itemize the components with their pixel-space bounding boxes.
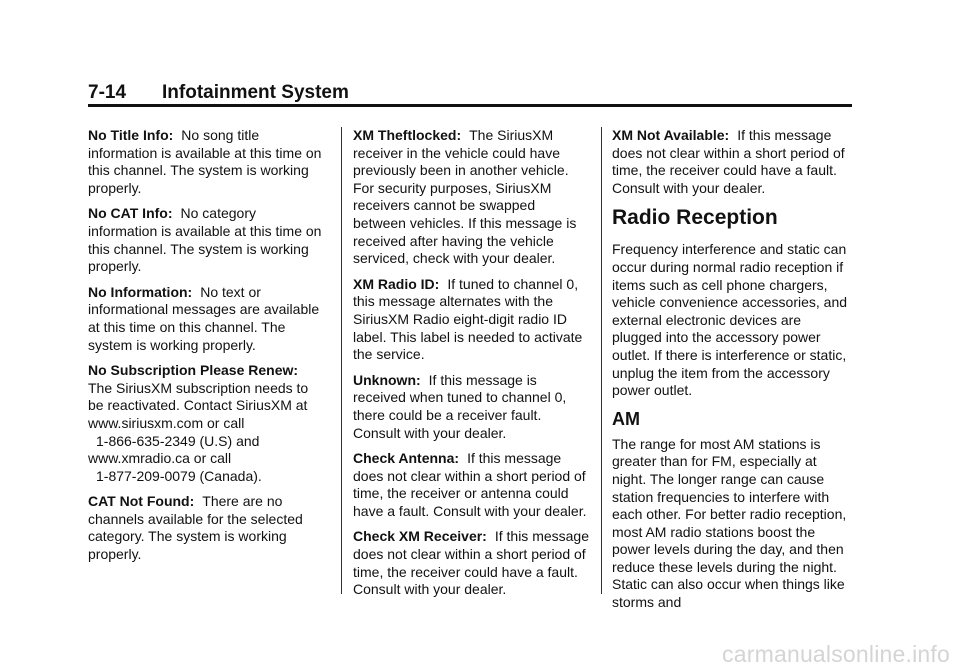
term-no-title-info: No Title Info: bbox=[88, 127, 174, 143]
term-xm-not-available: XM Not Available: bbox=[612, 127, 730, 143]
am-heading: AM bbox=[612, 408, 640, 429]
term-xm-radio-id: XM Radio ID: bbox=[353, 275, 440, 292]
term-cat-not-found: CAT Not Found: bbox=[88, 493, 195, 510]
term-check-xm-receiver: Check XM Receiver: bbox=[353, 528, 487, 545]
column-3 bbox=[612, 127, 852, 620]
text-xm-theftlocked: The SiriusXM receiver in the vehicle could have previously been in another vehicle. For security purposes, SiriusXM receivers cannot be swapped between vehicles. If this message is received after having the vehicle serviced, check with your dealer. bbox=[353, 127, 577, 267]
entry-no-information bbox=[88, 284, 328, 354]
watermark: carmanualsonline.info bbox=[722, 641, 950, 667]
section-title: Infotainment System bbox=[162, 82, 349, 103]
text-no-subscription-line-4: 1-866-635-2349 (U.S) and bbox=[96, 432, 260, 449]
entry-xm-radio-id bbox=[353, 276, 591, 364]
entry-no-title-info bbox=[88, 127, 328, 197]
column-divider-1 bbox=[341, 127, 342, 594]
text-no-subscription-line-3: www.siriusxm.com or call bbox=[88, 414, 245, 431]
text-no-subscription-line-6: 1-877-209-0079 (Canada). bbox=[96, 467, 262, 484]
term-no-information: No Information: bbox=[88, 283, 193, 300]
entry-check-xm-receiver bbox=[353, 528, 591, 598]
header-rule bbox=[88, 104, 852, 107]
term-no-subscription: No Subscription Please Renew: bbox=[88, 362, 299, 379]
text-check-xm-receiver: If this message does not clear within a short period of time, the receiver could have a fault. Consult with your dealer. bbox=[353, 528, 589, 598]
column-1 bbox=[88, 127, 328, 572]
term-check-antenna: Check Antenna: bbox=[353, 450, 460, 467]
text-no-cat-info: No category information is available at this time on this channel. The system is working properly. bbox=[88, 205, 322, 275]
text-no-subscription-line-1: The SiriusXM subscription needs to bbox=[88, 379, 309, 396]
entry-no-subscription bbox=[88, 362, 328, 485]
entry-check-antenna bbox=[353, 450, 591, 520]
term-unknown: Unknown: bbox=[353, 371, 421, 388]
column-2 bbox=[353, 127, 591, 607]
entry-no-cat-info bbox=[88, 205, 328, 275]
text-cat-not-found: There are no channels available for the selected category. The system is working properly. bbox=[88, 493, 303, 563]
entry-unknown bbox=[353, 372, 591, 442]
column-divider-2 bbox=[601, 127, 602, 594]
text-no-title-info: No song title information is available at this time on this channel. The system is working properly. bbox=[88, 127, 322, 196]
text-check-antenna: If this message does not clear within a short period of time, the receiver or antenna could have a fault. Consult with your dealer. bbox=[353, 450, 587, 519]
entry-xm-not-available bbox=[612, 127, 852, 197]
radio-reception-text: Frequency interference and static can occur during normal radio reception if items such as cell phone chargers, vehicle convenience accessories, and external electronic devices are plugged into the accessory power outlet. If there is interference or static, unplug the item from the accessory power outlet. bbox=[612, 241, 848, 399]
am-text: The range for most AM stations is greater than for FM, especially at night. The longer range can cause station frequencies to interfere with each other. For better radio reception, most AM radio stations boost the power levels during the day, and then reduce these levels during the night. Static can also occur when things like storms and bbox=[612, 435, 847, 611]
entry-cat-not-found bbox=[88, 493, 328, 563]
text-no-subscription-line-2: be reactivated. Contact SiriusXM at bbox=[88, 397, 308, 414]
text-xm-radio-id: If tuned to channel 0, this message alternates with the SiriusXM Radio eight-digit radio ID label. This label is needed to activate the service. bbox=[353, 275, 583, 363]
text-no-subscription-line-5: www.xmradio.ca or call bbox=[88, 450, 232, 467]
radio-reception-heading: Radio Reception bbox=[612, 206, 778, 230]
text-xm-not-available: If this message does not clear within a short period of time, the receiver could have a fault. Consult with your dealer. bbox=[612, 127, 845, 196]
text-no-information: No text or informational messages are available at this time on this channel. The system is working properly. bbox=[88, 283, 320, 353]
entry-xm-theftlocked bbox=[353, 127, 591, 268]
page-number: 7-14 bbox=[88, 82, 127, 103]
term-no-cat-info: No CAT Info: bbox=[88, 205, 173, 222]
page-header bbox=[88, 80, 852, 106]
text-unknown: If this message is received when tuned to channel 0, there could be a receiver fault. Consult with your dealer. bbox=[353, 371, 567, 441]
term-xm-theftlocked: XM Theftlocked: bbox=[353, 127, 462, 143]
